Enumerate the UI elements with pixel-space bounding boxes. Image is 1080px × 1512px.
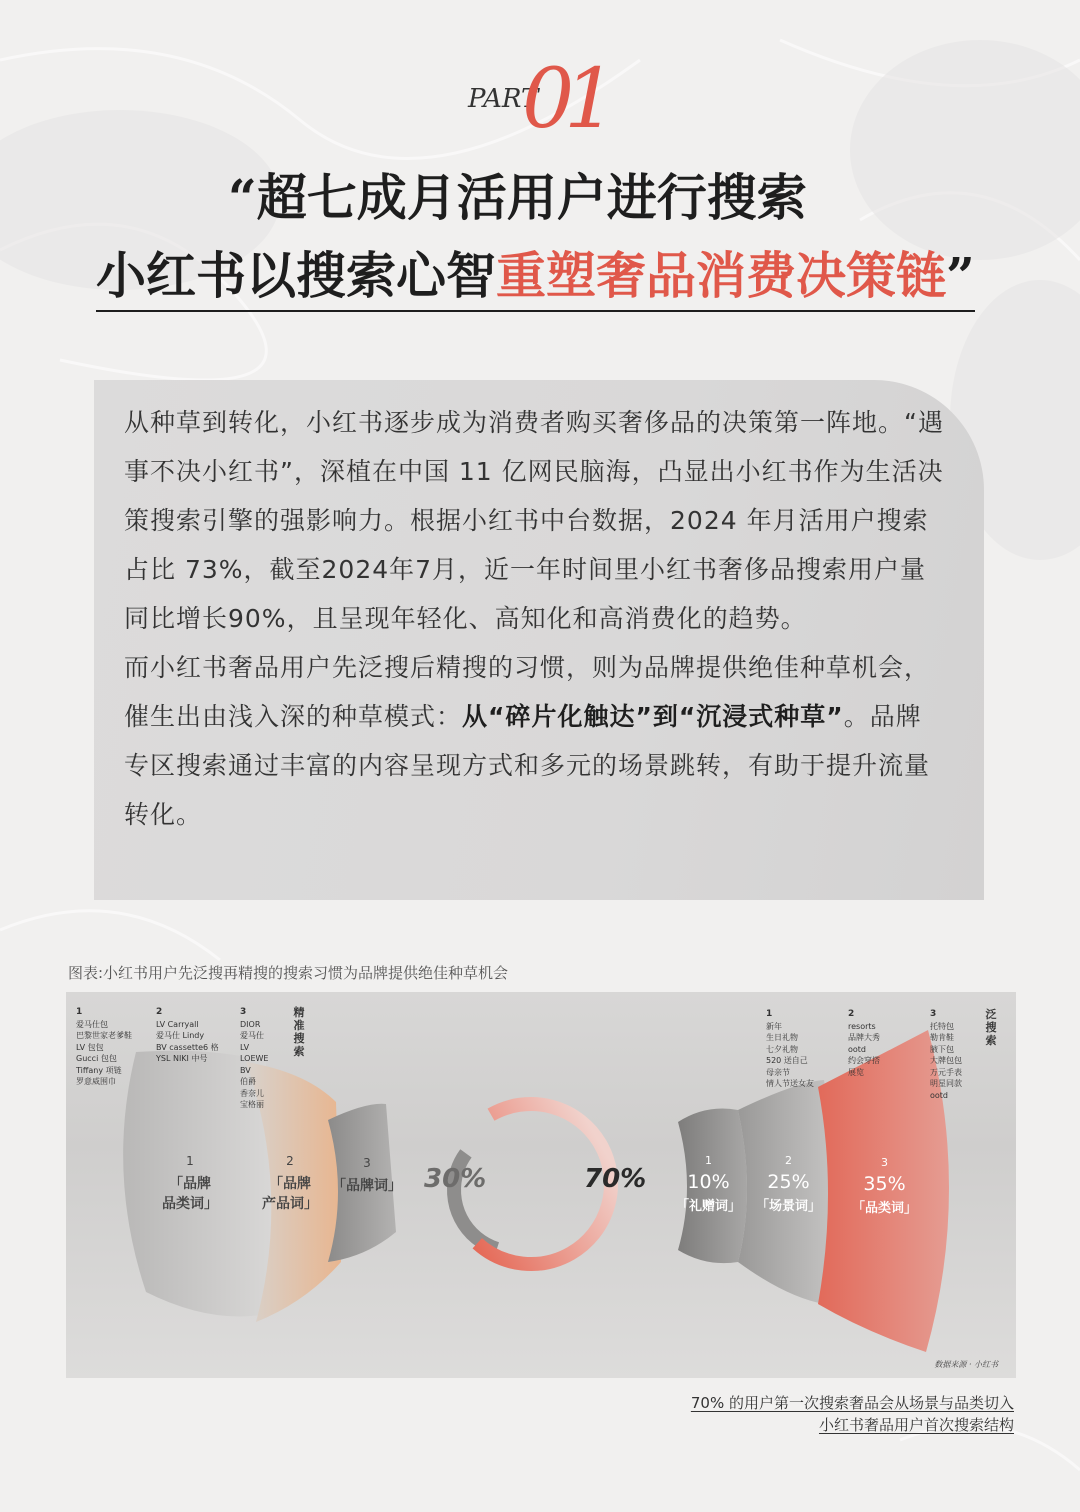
- title-line-1: [228, 158, 807, 230]
- left-list-3: [240, 1006, 269, 1111]
- list-item: Tiffany 项链: [76, 1065, 122, 1075]
- source-note: 数据来源 · 小红书: [934, 1360, 998, 1369]
- part-logo: [466, 52, 616, 147]
- segment-num: 1: [705, 1154, 712, 1167]
- list-item: 新年: [766, 1021, 782, 1031]
- list-item: 勒肯鞋: [930, 1033, 954, 1042]
- list-item: ootd: [930, 1090, 949, 1100]
- part-word: PART: [468, 84, 539, 114]
- segment-label: 「品牌: [269, 1176, 311, 1192]
- list-item: 生日礼物: [766, 1033, 798, 1042]
- list-item: 巴黎世家老爹鞋: [76, 1031, 132, 1040]
- right-list-3-num: 3: [930, 1009, 937, 1019]
- list-item: 爱马仕: [240, 1031, 264, 1040]
- segment-label: 品类词」: [162, 1196, 218, 1212]
- broad-share: 70%: [584, 1164, 647, 1194]
- list-item: Gucci 包包: [76, 1054, 117, 1063]
- broad-search-label: 泛搜索: [985, 1008, 997, 1047]
- list-item: 香奈儿: [240, 1088, 264, 1098]
- segment-num: 3: [881, 1156, 888, 1169]
- right-list-1: [766, 1008, 814, 1090]
- bottom-caption: [691, 1392, 1014, 1436]
- list-item: 宝格丽: [240, 1100, 264, 1109]
- close-quote: ”: [946, 246, 975, 305]
- part-number: 01: [522, 52, 607, 147]
- body-p2-bold: 从“碎片化触达”到“沉浸式种草”: [462, 702, 844, 731]
- figure-caption: 图表:小红书用户先泛搜再精搜的搜索习惯为品牌提供绝佳种草机会: [68, 964, 509, 982]
- right-segment-3-label: [852, 1156, 917, 1216]
- right-list-2-num: 2: [848, 1009, 855, 1019]
- list-item: 约会穿搭: [848, 1056, 880, 1065]
- list-item: LV 包包: [76, 1042, 104, 1052]
- list-item: 情人节送女友: [766, 1079, 814, 1088]
- open-quote: “: [228, 168, 257, 227]
- segment-num: 2: [785, 1154, 792, 1167]
- bottom-caption-line-1: 70% 的用户第一次搜索奢品会从场景与品类切入: [690, 1394, 1014, 1412]
- left-list-1: [76, 1006, 132, 1088]
- left-list-2-num: 2: [156, 1007, 163, 1017]
- list-item: YSL NIKI 中号: [156, 1054, 208, 1063]
- body-p2-start: 而小红书奢品用户先泛搜后精搜的习惯，则为品牌提供绝佳种草机会，催生出由浅入深的种草模式：: [124, 653, 931, 731]
- segment-label: 「品牌词」: [332, 1178, 402, 1194]
- left-segment-1-label: [162, 1154, 218, 1214]
- title-line-2-plain: 小红书以搜索心智: [96, 246, 496, 305]
- body-paragraph-1: 从种草到转化，小红书逐步成为消费者购买奢侈品的决策第一阵地。“遇事不决小红书”，深植在中国 11 亿网民脑海，凸显出小红书作为生活决策搜索引擎的强影响力。根据小红书中台数据，2024 年月活用户搜索占比 73%，截至2024年7月，近一年时间里小红书奢侈品搜索用户量同比增长90%，且呈现年轻化、高知化和高消费化的趋势。: [124, 408, 944, 633]
- list-item: 母亲节: [766, 1067, 790, 1077]
- segment-num: 2: [286, 1154, 294, 1168]
- segment-pct: 25%: [767, 1171, 810, 1193]
- right-list-2: [848, 1008, 880, 1078]
- list-item: 大牌包包: [930, 1056, 962, 1065]
- list-item: 罗意威围巾: [76, 1077, 116, 1086]
- list-item: 腋下包: [930, 1044, 954, 1054]
- right-segment-2-label: [756, 1154, 821, 1214]
- precise-share: 30%: [424, 1164, 487, 1194]
- bottom-caption-line-2: 小红书奢品用户首次搜索结构: [818, 1416, 1014, 1434]
- left-segment-2-label: [262, 1154, 318, 1214]
- list-item: resorts: [848, 1021, 876, 1031]
- segment-label: 「品类词」: [852, 1201, 918, 1216]
- list-item: 品牌大秀: [848, 1033, 880, 1042]
- list-item: LV Carryall: [156, 1019, 199, 1029]
- left-list-2: [156, 1006, 219, 1065]
- list-item: 520 送自己: [766, 1056, 808, 1065]
- left-list-3-num: 3: [240, 1007, 247, 1017]
- list-item: 爱马仕包: [76, 1019, 108, 1029]
- segment-label: 「场景词」: [756, 1199, 822, 1214]
- list-item: 伯爵: [240, 1077, 256, 1086]
- precise-search-label: 精准搜索: [293, 1006, 305, 1058]
- list-item: LOEWE: [240, 1054, 269, 1063]
- list-item: DIOR: [240, 1019, 261, 1029]
- segment-pct: 10%: [687, 1171, 730, 1193]
- list-item: BV: [240, 1065, 251, 1075]
- search-structure-infographic: [66, 992, 1016, 1378]
- list-item: 展览: [848, 1067, 864, 1077]
- list-item: ootd: [848, 1044, 867, 1054]
- left-segment-3-label: [332, 1156, 402, 1196]
- body-text-box: [94, 380, 984, 900]
- body-paragraph-2: [124, 643, 944, 839]
- right-list-1-num: 1: [766, 1009, 773, 1019]
- segment-num: 1: [186, 1154, 194, 1168]
- list-item: 明星同款: [930, 1079, 962, 1088]
- right-segment-1-label: [676, 1154, 741, 1214]
- right-list-3: [930, 1008, 962, 1101]
- list-item: LV: [240, 1042, 250, 1052]
- segment-num: 3: [363, 1156, 371, 1170]
- list-item: 七夕礼物: [766, 1044, 798, 1054]
- list-item: 万元手表: [930, 1067, 962, 1077]
- segment-label: 「礼赠词」: [676, 1199, 742, 1214]
- body-p2-end: 。品牌专区搜索通过丰富的内容呈现方式和多元的场景跳转，有助于提升流量转化。: [124, 702, 931, 829]
- title-line-2-accent: 重塑奢品消费决策链: [496, 246, 946, 305]
- list-item: BV cassette6 格: [156, 1042, 219, 1052]
- title-line-2: [96, 236, 975, 312]
- segment-label: 产品词」: [262, 1196, 318, 1212]
- list-item: 托特包: [930, 1021, 954, 1031]
- segment-label: 「品牌: [169, 1176, 211, 1192]
- segment-pct: 35%: [863, 1173, 906, 1195]
- list-item: 爱马仕 Lindy: [156, 1031, 205, 1040]
- left-list-1-num: 1: [76, 1007, 83, 1017]
- title-line-1-text: 超七成月活用户进行搜索: [256, 168, 807, 227]
